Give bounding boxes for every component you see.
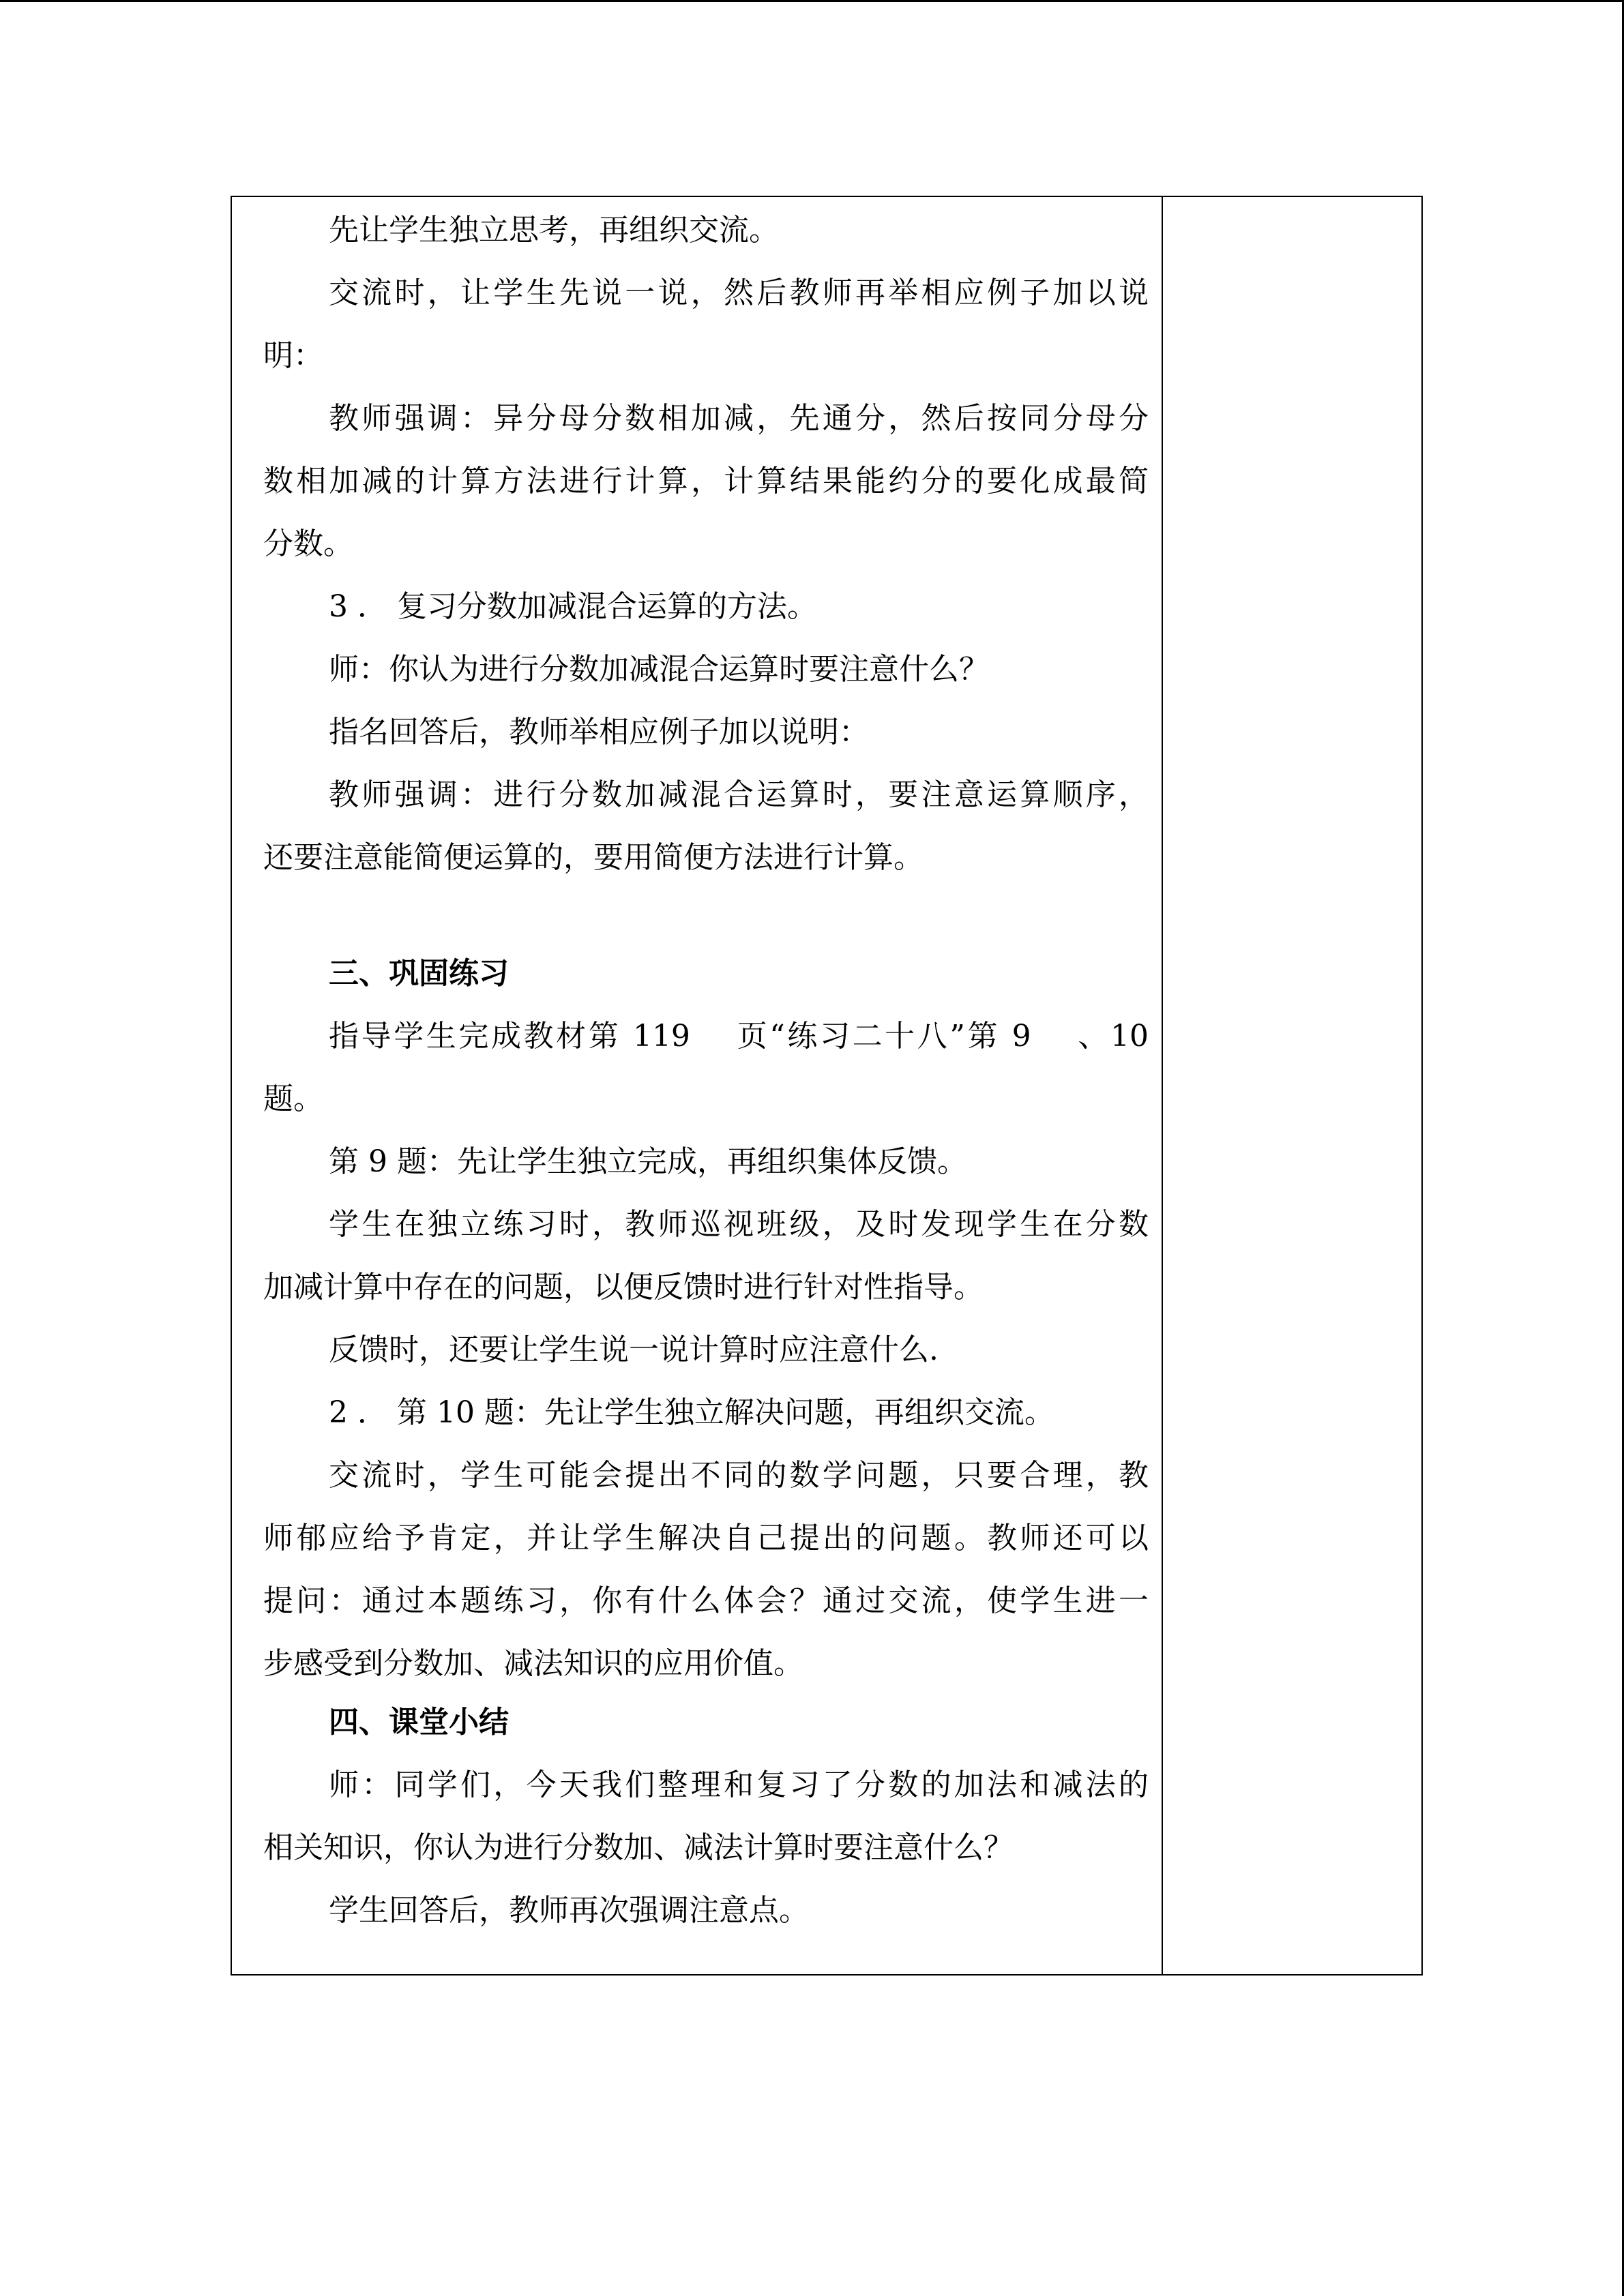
paragraph-line: 指名回答后，教师举相应例子加以说明： [329, 715, 869, 749]
page-top-border [0, 0, 1624, 2]
paragraph-line: 指导学生完成教材第 119 页“练习二十八”第 9 、10 [329, 1019, 1149, 1054]
paragraph-line: 2 ． 第 10 题：先让学生独立解决问题，再组织交流。 [329, 1395, 1054, 1430]
paragraph-line: 3 ． 复习分数加减混合运算的方法。 [329, 589, 817, 624]
paragraph-line: 分数。 [263, 526, 353, 561]
paragraph-line: 交流时，让学生先说一说，然后教师再举相应例子加以说 [329, 275, 1149, 310]
paragraph-line: 题。 [263, 1082, 323, 1116]
paragraph-line: 明： [263, 338, 323, 373]
paragraph-line: 步感受到分数加、减法知识的应用价值。 [263, 1646, 803, 1681]
paragraph-line: 还要注意能简便运算的，要用简便方法进行计算。 [263, 840, 924, 875]
paragraph-line: 师：你认为进行分数加减混合运算时要注意什么？ [329, 652, 989, 687]
paragraph-line: 学生回答后，教师再次强调注意点。 [329, 1893, 809, 1928]
paragraph-line: 反馈时，还要让学生说一说计算时应注意什么. [329, 1332, 939, 1367]
paragraph-line: 学生在独立练习时，教师巡视班级，及时发现学生在分数 [329, 1207, 1149, 1242]
paragraph-line: 交流时，学生可能会提出不同的数学问题，只要合理，教 [329, 1458, 1149, 1493]
paragraph-line: 教师强调：异分母分数相加减，先通分，然后按同分母分 [329, 401, 1149, 436]
notes-column-divider [1162, 197, 1163, 1974]
paragraph-line: 相关知识，你认为进行分数加、减法计算时要注意什么？ [263, 1830, 1014, 1865]
paragraph-line: 教师强调：进行分数加减混合运算时，要注意运算顺序， [329, 777, 1149, 812]
paragraph-line: 数相加减的计算方法进行计算，计算结果能约分的要化成最简 [263, 464, 1149, 498]
paragraph-line: 先让学生独立思考，再组织交流。 [329, 213, 779, 248]
paragraph-line: 师郁应给予肯定，并让学生解决自己提出的问题。教师还可以 [263, 1521, 1149, 1555]
section-heading-practice: 三、巩固练习 [329, 956, 509, 991]
paragraph-line: 提问：通过本题练习，你有什么体会？通过交流，使学生进一 [263, 1583, 1149, 1618]
paragraph-line: 师：同学们，今天我们整理和复习了分数的加法和减法的 [329, 1768, 1149, 1802]
paragraph-line: 加减计算中存在的问题，以便反馈时进行针对性指导。 [263, 1270, 984, 1304]
lesson-plan-table [231, 196, 1423, 1976]
section-heading-summary: 四、课堂小结 [329, 1705, 509, 1740]
paragraph-line: 第 9 题：先让学生独立完成，再组织集体反馈。 [329, 1144, 967, 1179]
